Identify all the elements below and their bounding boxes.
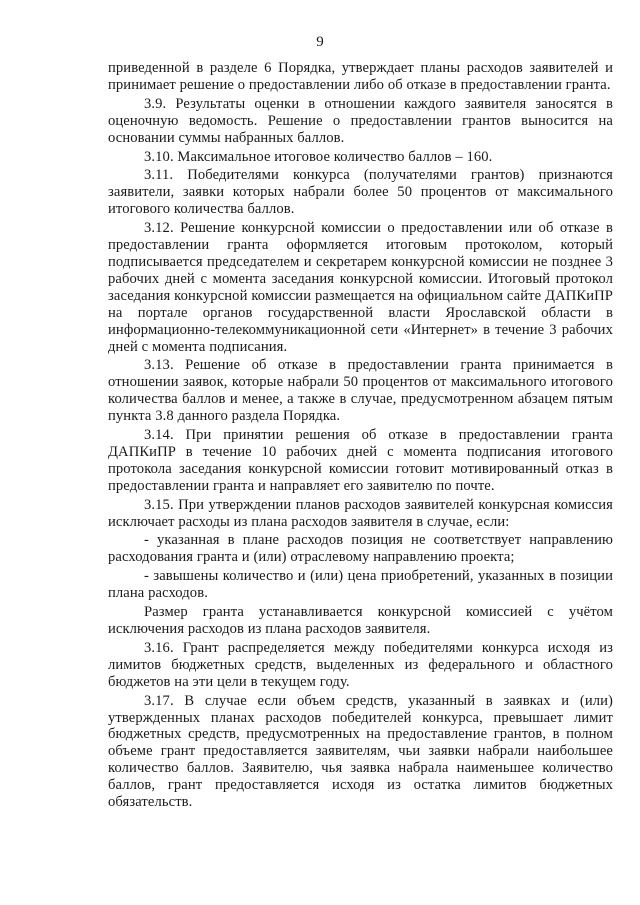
- paragraph-3-9: 3.9. Результаты оценки в отношении каждого заявителя заносятся в оценочную ведомость. Решение о предоставлении грантов выносится на основании суммы набранных баллов.: [108, 95, 613, 146]
- paragraph-3-17: 3.17. В случае если объем средств, указанный в заявках и (или) утвержденных планах расходов победителей конкурса, превышает лимит бюджетных средств, предусмотренных на предоставление грантов, в полном объеме грант предоставляется заявителям, чьи заявки набрали наибольшее количество баллов. Заявителю, чья заявка набрала наименьшее количество баллов, грант предоставляется исходя из остатка лимитов бюджетных обязательств.: [108, 692, 613, 811]
- paragraph-3-15: 3.15. При утверждении планов расходов заявителей конкурсная комиссия исключает расходы из плана расходов заявителя в случае, если:: [108, 496, 613, 530]
- paragraph-3-14: 3.14. При принятии решения об отказе в предоставлении гранта ДАПКиПР в течение 10 рабочих дней с момента подписания итогового протокола заседания конкурсной комиссии готовит мотивированный отказ в предоставлении гранта и направляет его заявителю по почте.: [108, 427, 613, 494]
- paragraph-3-16: 3.16. Грант распределяется между победителями конкурса исходя из лимитов бюджетных средств, выделенных из федерального и областного бюджетов на эти цели в текущем году.: [108, 639, 613, 690]
- list-item: - завышены количество и (или) цена приобретений, указанных в позиции плана расходов.: [108, 568, 613, 602]
- paragraph-continuation: приведенной в разделе 6 Порядка, утверждает планы расходов заявителей и принимает решение о предоставлении либо об отказе в предоставлении гранта.: [108, 60, 613, 93]
- document-body: [108, 60, 613, 813]
- page-number: 9: [316, 34, 324, 50]
- paragraph-3-10: 3.10. Максимальное итоговое количество баллов – 160.: [144, 148, 493, 165]
- paragraph-3-11: 3.11. Победителями конкурса (получателями грантов) признаются заявители, заявки которых набрали более 50 процентов от максимального итогового количества баллов.: [108, 167, 613, 218]
- paragraph-grant-size: Размер гранта устанавливается конкурсной комиссией с учётом исключения расходов из плана расходов заявителя.: [108, 604, 613, 637]
- list-item: - указанная в плане расходов позиция не соответствует направлению расходования гранта и (или) отраслевому направлению проекта;: [108, 532, 613, 566]
- paragraph-3-13: 3.13. Решение об отказе в предоставлении гранта принимается в отношении заявок, которые набрали 50 процентов от максимального итогового количества баллов и менее, а также в случае, предусмотренном абзацем пятым пункта 3.8 данного раздела Порядка.: [108, 357, 613, 425]
- paragraph-3-12: 3.12. Решение конкурсной комиссии о предоставлении или об отказе в предоставлении гранта оформляется итоговым протоколом, который подписывается председателем и секретарем конкурсной комиссии не позднее 3 рабочих дней с момента заседания конкурсной комиссии. Итоговый протокол заседания конкурсной комиссии размещается на официальном сайте ДАПКиПР на портале органов государственной власти Ярославской области в информационно-телекоммуникационной сети «Интернет» в течение 3 рабочих дней с момента подписания.: [108, 220, 613, 355]
